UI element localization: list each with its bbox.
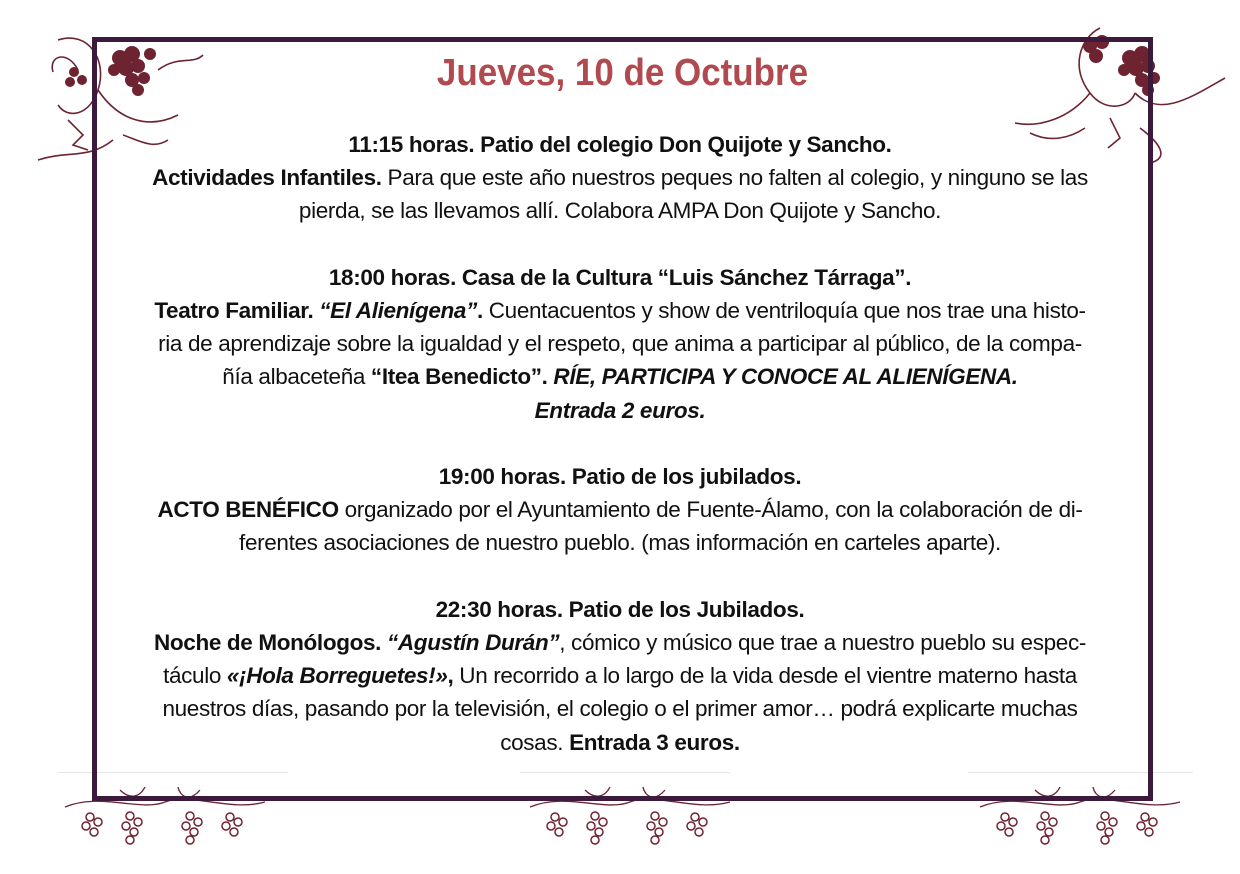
event-title: Actividades Infantiles. bbox=[152, 165, 382, 191]
event-heading: 18:00 horas. Casa de la Cultura “Luis Sánchez Tárraga”. bbox=[328, 264, 912, 290]
show-title: “El Alienígena” bbox=[319, 298, 477, 323]
punctuation: . bbox=[476, 298, 483, 323]
event-description-line: ria de aprendizaje sobre la igualdad y el respeto, que anima a participar al público, de la compa- bbox=[158, 331, 1082, 357]
event-item bbox=[100, 128, 1140, 228]
event-title: Teatro Familiar. bbox=[154, 298, 314, 323]
page-title: Jueves, 10 de Octubre bbox=[436, 52, 809, 94]
event-text: táculo bbox=[163, 663, 227, 689]
performer-name: “Agustín Durán” bbox=[387, 630, 560, 655]
show-title: «¡Hola Borreguetes!» bbox=[226, 663, 448, 689]
event-description-line bbox=[100, 294, 1140, 327]
event-text: Para que este año nuestros peques no falten al colegio, y ninguno se las bbox=[381, 165, 1088, 191]
event-description-line bbox=[100, 161, 1140, 194]
event-heading: 19:00 horas. Patio de los jubilados. bbox=[438, 464, 802, 489]
event-heading: 22:30 horas. Patio de los Jubilados. bbox=[435, 596, 805, 622]
event-text: ñía albaceteña bbox=[222, 364, 371, 390]
event-text: Un recorrido a lo largo de la vida desde el vientre materno hasta bbox=[453, 663, 1077, 689]
event-description-line: ferentes asociaciones de nuestro pueblo. (mas información en carteles aparte). bbox=[239, 530, 1001, 556]
ticket-price: Entrada 2 euros. bbox=[534, 397, 706, 423]
ticket-price: Entrada 3 euros. bbox=[569, 729, 740, 755]
event-description-line: pierda, se las llevamos allí. Colabora AMPA Don Quijote y Sancho. bbox=[298, 198, 942, 224]
event-item bbox=[100, 460, 1140, 560]
event-text: cosas. bbox=[500, 729, 570, 755]
event-text: , cómico y músico que trae a nuestro pueblo su espec- bbox=[559, 630, 1086, 655]
event-description-line: nuestros días, pasando por la televisión, el colegio o el primer amor… podrá explicarte muchas bbox=[162, 696, 1078, 722]
event-item bbox=[100, 593, 1140, 759]
event-description-line bbox=[100, 626, 1140, 659]
event-description-line bbox=[100, 659, 1140, 692]
slogan: RÍE, PARTICIPA Y CONOCE AL ALIENÍGENA. bbox=[553, 364, 1018, 390]
event-description-line bbox=[100, 493, 1140, 526]
event-text: organizado por el Ayuntamiento de Fuente-Álamo, con la colaboración de di- bbox=[338, 497, 1083, 523]
event-title: ACTO BENÉFICO bbox=[157, 497, 339, 523]
event-text: Cuentacuentos y show de ventriloquía que nos trae una histo- bbox=[482, 298, 1086, 323]
event-description-line bbox=[100, 726, 1140, 759]
event-title: Noche de Monólogos. bbox=[153, 630, 382, 655]
company-name: “Itea Benedicto”. bbox=[370, 364, 548, 390]
event-list bbox=[100, 128, 1140, 759]
event-heading: 11:15 horas. Patio del colegio Don Quijote y Sancho. bbox=[348, 132, 892, 157]
event-item bbox=[100, 261, 1140, 427]
event-description-line bbox=[100, 360, 1140, 393]
punctuation: , bbox=[447, 663, 454, 689]
